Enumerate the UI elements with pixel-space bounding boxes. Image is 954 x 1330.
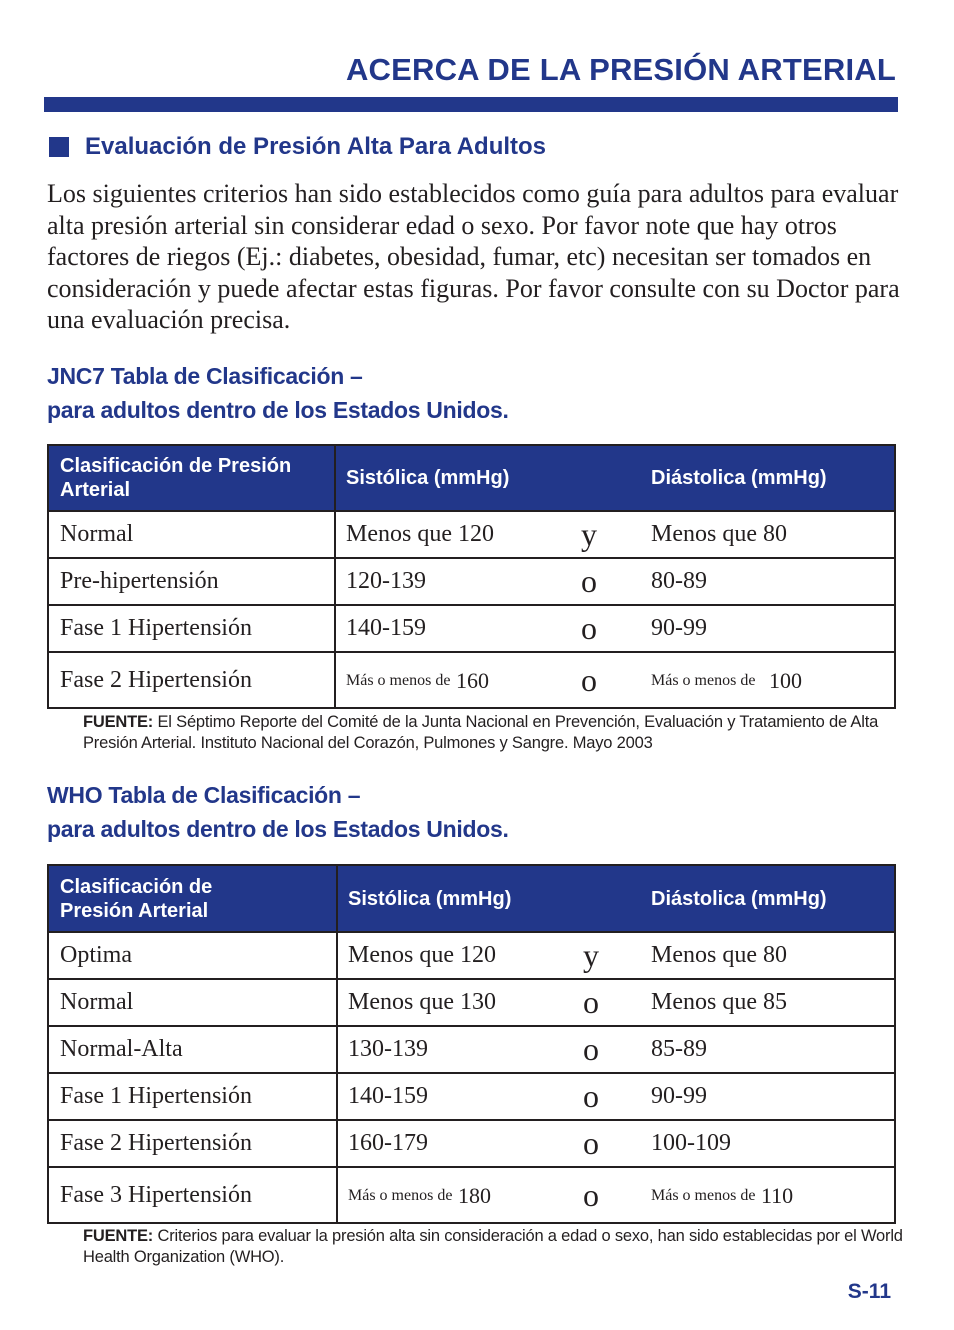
table-row [48,1120,895,1167]
row-diastolic: Menos que 80 [646,511,895,558]
row-diastolic: 100 [769,667,802,693]
table-row [48,1073,895,1120]
table-header-row [48,445,895,511]
row-systolic: 180 [458,1182,491,1208]
row-label: Normal [48,511,335,558]
row-systolic: Menos que 120 [335,511,581,558]
row-conjunction: o [581,558,646,605]
row-systolic: Menos que 130 [337,979,583,1026]
diastolic-prefix: Más o menos de [651,671,756,689]
header-classification-text: Clasificación de Presión Arterial [60,875,213,922]
row-diastolic-cell [646,1167,895,1223]
table-row [48,932,895,979]
header-diastolic: Diástolica (mmHg) [646,445,895,511]
source-text: Criterios para evaluar la presión alta sin consideración a edad o sexo, han sido establecidas por el World Health Organization (WHO). [83,1227,903,1266]
row-diastolic: 80-89 [646,558,895,605]
jnc7-heading-line2: para adultos dentro de los Estados Unidos. [47,397,509,423]
jnc7-table [47,444,896,709]
page-number: S-11 [847,1280,891,1303]
source-label: FUENTE: [83,713,154,731]
row-conjunction: o [583,979,646,1026]
diastolic-prefix: Más o menos de [651,1186,756,1204]
intro-paragraph: Los siguientes criterios han sido establecidos como guía para adultos para evaluar alta presión arterial sin considerar edad o sexo. Por favor note que hay otros factores de riegos (Ej.: diabetes, obesidad, fumar, etc) necesitan ser tomados en consideración y puede afectar estas figuras. Por favor consulte con su Doctor para una evaluación precisa. [47,179,900,334]
row-systolic: 160-179 [337,1120,583,1167]
row-label: Normal [48,979,337,1026]
row-conjunction: y [581,511,646,558]
header-classification: Clasificación de Presión Arterial [48,445,335,511]
row-label: Fase 3 Hipertensión [48,1167,337,1223]
systolic-prefix: Más o menos de [346,671,451,689]
row-diastolic: 85-89 [646,1026,895,1073]
row-conjunction: o [583,1026,646,1073]
systolic-prefix: Más o menos de [348,1186,453,1204]
title-rule [44,97,898,112]
jnc7-heading [47,359,509,427]
row-systolic: 130-139 [337,1026,583,1073]
row-systolic: 140-159 [335,605,581,652]
who-heading-line2: para adultos dentro de los Estados Unidos. [47,816,509,842]
source-text: El Séptimo Reporte del Comité de la Junta Nacional en Prevención, Evaluación y Tratamiento de Alta Presión Arterial. Instituto Nacional del Corazón, Pulmones y Sangre. Mayo 2003 [83,713,879,752]
jnc7-heading-line1: JNC7 Tabla de Clasificación – [47,363,363,389]
section-title: Evaluación de Presión Alta Para Adultos [85,133,547,160]
row-label: Fase 2 Hipertensión [48,1120,337,1167]
header-diastolic: Diástolica (mmHg) [646,865,895,932]
header-classification [48,865,337,932]
row-diastolic: 100-109 [646,1120,895,1167]
row-diastolic: Menos que 85 [646,979,895,1026]
row-label: Fase 2 Hipertensión [48,652,335,708]
header-spacer [581,445,646,511]
source-label: FUENTE: [83,1227,154,1245]
row-conjunction: o [583,1167,646,1223]
who-table [47,864,896,1224]
jnc7-source [83,712,913,754]
row-systolic: Menos que 120 [337,932,583,979]
row-diastolic-cell [646,652,895,708]
row-conjunction: o [581,652,646,708]
table-row [48,652,895,708]
table-header-row [48,865,895,932]
row-conjunction: o [581,605,646,652]
header-systolic: Sistólica (mmHg) [335,445,581,511]
row-systolic-cell [335,652,581,708]
table-row [48,1167,895,1223]
row-diastolic: 110 [761,1182,794,1208]
page-title: ACERCA DE LA PRESIÓN ARTERIAL [345,52,896,87]
header-spacer [583,865,646,932]
section-heading [49,133,546,161]
row-conjunction: y [583,932,646,979]
row-conjunction: o [583,1120,646,1167]
table-row [48,511,895,558]
row-label: Normal-Alta [48,1026,337,1073]
row-label: Fase 1 Hipertensión [48,1073,337,1120]
table-row [48,558,895,605]
row-systolic: 120-139 [335,558,581,605]
row-diastolic: 90-99 [646,605,895,652]
who-source [83,1226,913,1268]
row-systolic-cell [337,1167,583,1223]
row-label: Fase 1 Hipertensión [48,605,335,652]
row-diastolic: Menos que 80 [646,932,895,979]
who-heading [47,778,509,846]
row-label: Pre-hipertensión [48,558,335,605]
table-row [48,979,895,1026]
square-bullet-icon [49,137,69,157]
row-systolic: 160 [456,667,489,693]
header-systolic: Sistólica (mmHg) [337,865,583,932]
row-label: Optima [48,932,337,979]
table-row [48,605,895,652]
row-conjunction: o [583,1073,646,1120]
row-systolic: 140-159 [337,1073,583,1120]
row-diastolic: 90-99 [646,1073,895,1120]
who-heading-line1: WHO Tabla de Clasificación – [47,782,361,808]
table-row [48,1026,895,1073]
